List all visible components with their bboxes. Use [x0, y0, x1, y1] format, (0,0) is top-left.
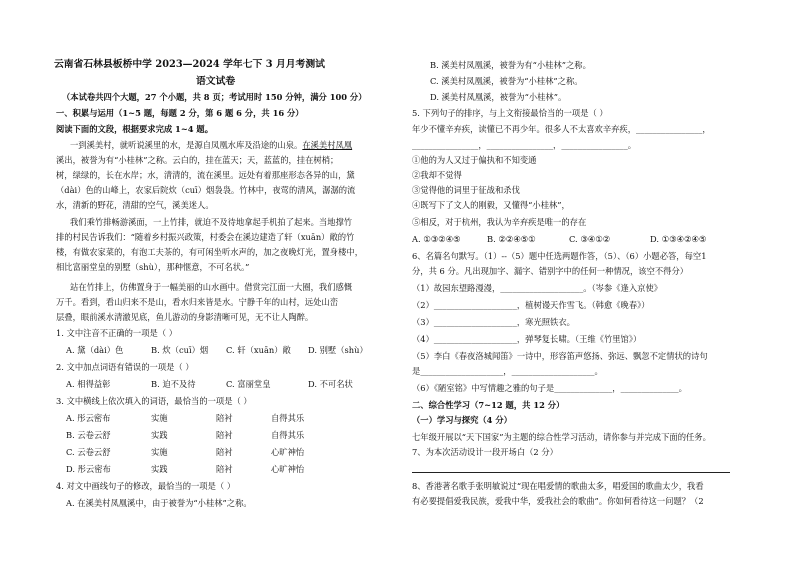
passage-line: 我们乘竹排畅游溪面，一上竹排，就迫不及待地拿起手机拍了起来。当地撑竹 [70, 217, 353, 227]
section-2-heading: 二、综合性学习（7~12 题，共 12 分） [412, 400, 565, 410]
section-1-heading: 一、积累与运用（1~5 题，每题 2 分，第 6 题 6 分，共 16 分） [56, 108, 304, 118]
option: B. 迫不及待 [151, 379, 196, 389]
exam-title: 云南省石林县板桥中学 2023—2024 学年七下 3 月月考测试 [54, 59, 325, 70]
option: 实践 [151, 430, 168, 440]
answer-line [412, 472, 730, 473]
passage-line: 溪出，被誉为有“小桂林”之称。云白的，挂在蓝天；天，蓝蓝的，挂在树梢； [56, 155, 339, 165]
sentence-item: ②我却不觉得 [412, 170, 462, 180]
question-5: 5. 下列句子的排序，与上文衔接最恰当的一项是（ ） [412, 108, 608, 118]
option: B. ②②④⑤① [487, 234, 536, 244]
question-1: 1. 文中注音不正确的一项是（ ） [56, 328, 178, 338]
question-4: 4. 对文中画线句子的修改，最恰当的一项是（ ） [56, 481, 236, 491]
recite-5: （5）李白《春夜洛城闻笛》一诗中，形容笛声悠扬、弥远、飘忽不定情状的诗句 [412, 351, 708, 361]
question-5-lead: 年少不懂辛弃疾，读懂已不再少年。很多人不太喜欢辛弃疾，________________， [412, 124, 711, 134]
subsection-heading: （一）学习与探究（4 分） [412, 415, 512, 425]
activity-intro: 七年级开展以“天下国家”为主题的综合性学习活动，请你参与并完成下面的任务。 [412, 432, 711, 442]
option: 实施 [151, 413, 168, 423]
sentence-item: ⑤相反，对于杭州，我认为辛弃疾是唯一的存在 [412, 217, 587, 227]
question-6: 6、名篇名句默写。（1）--（5）题中任选两题作答，（5）、（6）小题必答，每空1 [412, 251, 707, 261]
sentence-item: ④既写下了文人的刚毅，又懂得“小桂林”， [412, 200, 570, 210]
passage-line: 排的村民告诉我们：“随着乡村振兴政策，村委会在溪边建造了轩（xuān）敞的竹 [56, 232, 355, 242]
option: D. 别墅（shù） [308, 345, 368, 355]
passage-line: （dài）色的山峰上，农家后院炊（cuī）烟袅袅。竹林中，夜莺的清风，潺潺的流 [56, 185, 356, 195]
option: D. 彤云密布 [66, 464, 111, 474]
question-8: 8、香港著名歌手张明敏说过“现在唱爱情的歌曲太多，唱爱国的歌曲太少，我看 [412, 481, 704, 491]
option: 心旷神怡 [271, 447, 305, 457]
option: C. 云卷云舒 [66, 447, 111, 457]
exam-note: （本试卷共四个大题，27 个小题，共 8 页；考试用时 150 分钟，满分 100 分） [62, 92, 367, 102]
passage-line: 万千。看到，看山归来不是山，看水归来皆是水。宁静千年的山村，远处山峦 [56, 297, 339, 307]
option: A. 在溪美村凤凰溪中，由于被誉为“小桂林”之称。 [66, 498, 252, 508]
passage-line: 一到溪美村，就听说溪里的水，是源自凤凰水库及沿途的山泉。在溪美村凤凰 [70, 140, 353, 150]
option: A. ①③②④⑤ [412, 234, 461, 244]
question-2: 2. 文中加点词语有错误的一项是（ ） [56, 362, 194, 372]
option: 陪衬 [216, 447, 233, 457]
recite-3: （3）____________________，寒光照铁衣。 [412, 317, 575, 327]
passage-line: 相比富丽堂皇的别墅（shù），那种惬意，不可名状。” [56, 262, 250, 272]
option: A. 相得益彰 [66, 379, 111, 389]
option: C. 溪美村凤凰溪，被誉为“小桂林”之称。 [430, 76, 583, 86]
option: A. 彤云密布 [66, 413, 111, 423]
question-3: 3. 文中横线上依次填入的词语，最恰当的一项是（ ） [56, 396, 252, 406]
option: C. 轩（xuān）敞 [226, 345, 291, 355]
option: B. 炊（cuī）烟 [151, 345, 209, 355]
question-7: 7、为本次活动设计一段开场白（2 分） [412, 447, 558, 457]
option: 陪衬 [216, 464, 233, 474]
recite-1: （1）故园东望路漫漫，____________________。（岑参《逢入京使》 [412, 283, 663, 293]
exam-subtitle: 语文试卷 [196, 76, 236, 87]
recite-4: （4）____________________，弹琴复长啸。（王维《竹里馆》） [412, 334, 642, 344]
recite-6: （6）《陋室铭》中写情趣之雅的句子是______________，______________。 [412, 383, 687, 393]
option: 陪衬 [216, 430, 233, 440]
option: 心旷神怡 [271, 464, 305, 474]
option: 自得其乐 [271, 430, 305, 440]
passage-line: 楼，有做农家菜的，有泡工夫茶的，有可闲坐听水声的，加之夜晚灯光，置身楼中， [56, 247, 363, 257]
option: A. 黛（dài）色 [66, 345, 124, 355]
question-8-cont: 有必要提倡爱我民族，爱我中华，爱我社会的歌曲”。你如何看待这一问题？（2 [412, 496, 704, 506]
sentence-item: ①他的为人又过于偏执和不知变通 [412, 155, 537, 165]
passage-line: 树，绿绿的，长在水岸；水，清清的，流在溪里。远处有着那座形态各异的山，黛 [56, 170, 355, 180]
option: B. 云卷云舒 [66, 430, 111, 440]
option: D. ①③④②④⑤ [650, 234, 707, 244]
question-6-rule: 分，共 6 分。凡出现加字、漏字、错别字中的任何一种情况，该空不得分） [412, 266, 689, 276]
option: C. ③④①② [569, 234, 611, 244]
option: B. 溪美村凤凰溪，被誉为有“小桂林”之称。 [430, 60, 591, 70]
sentence-item: ③觉得他的词里于征战和杀伐 [412, 185, 520, 195]
passage-line: 水，清新的野花，清甜的空气，溪美迷人。 [56, 200, 214, 210]
blank-line: ________________，________________，________________。 [412, 140, 637, 150]
passage-line: 层叠，眼前溪水清澈见底，鱼儿游动的身影清晰可见，无不让人陶醉。 [56, 312, 314, 322]
option: C. 富丽堂皇 [226, 379, 271, 389]
option: 实践 [151, 464, 168, 474]
option: 陪衬 [216, 413, 233, 423]
passage-line: 站在竹排上，仿佛置身于一幅美丽的山水画中。借赏完江面一大圈，我们感慨 [70, 282, 353, 292]
option: 实施 [151, 447, 168, 457]
recite-5-answer: 是____________________，____________________。 [412, 366, 603, 376]
option: D. 不可名状 [308, 379, 353, 389]
option: D. 溪美村凤凰溪，被誉为“小桂林”。 [430, 92, 567, 102]
reading-instruction: 阅读下面的文段，根据要求完成 1~4 题。 [56, 124, 214, 134]
recite-2: （2）____________________，植树谩天作雪飞。（韩愈《晚春》） [412, 300, 650, 310]
option: 自得其乐 [271, 413, 305, 423]
